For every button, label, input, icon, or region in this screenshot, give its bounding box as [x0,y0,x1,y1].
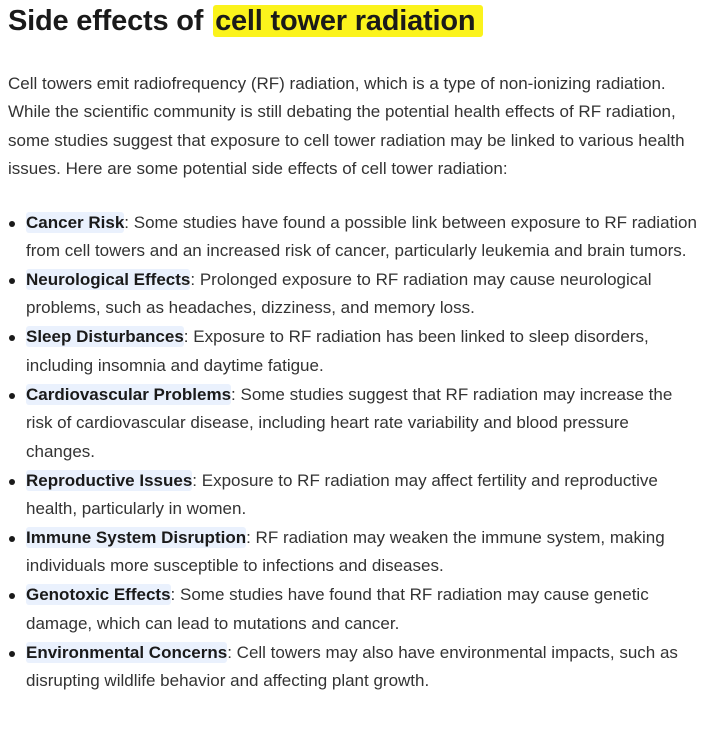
effect-description: : Cell towers may also have environmental impacts, such as disrupting wildlife behavior and affecting plant growth. [26,642,678,691]
title-highlight: cell tower radiation [213,5,483,37]
list-item [8,266,698,323]
list-item [8,323,698,380]
list-item [8,381,698,466]
bullet-icon [9,593,15,599]
title-prefix: Side effects of [8,5,212,37]
effect-term: Reproductive Issues [26,470,193,490]
effect-term: Cancer Risk [26,212,125,232]
effect-description: : Exposure to RF radiation has been linked to sleep disorders, including insomnia and daytime fatigue. [26,327,649,375]
page-title [8,0,698,40]
bullet-icon [9,536,15,542]
intro-paragraph: Cell towers emit radiofrequency (RF) radiation, which is a type of non-ionizing radiation. While the scientific community is still debating the potential health effects of RF radiation, some studies suggest that exposure to cell tower radiation may be linked to various health issues. Here are some potential side effects of cell tower radiation: [8,74,685,179]
effect-description: : Prolonged exposure to RF radiation may cause neurological problems, such as headaches, dizziness, and memory loss. [26,270,652,318]
effect-description: : Exposure to RF radiation may affect fertility and reproductive health, particularly in women. [26,470,658,519]
effect-description: : Some studies suggest that RF radiation may increase the risk of cardiovascular disease, including heart rate variability and blood pressure changes. [26,384,673,461]
effect-term: Cardiovascular Problems [26,384,232,404]
bullet-icon [9,479,15,485]
effect-term: Sleep Disturbances [26,327,184,347]
effect-description: : Some studies have found a possible link between exposure to RF radiation from cell towers and an increased risk of cancer, particularly leukemia and brain tumors. [26,212,697,261]
list-item [8,209,698,266]
list-item [8,639,698,696]
bullet-icon [9,393,15,399]
bullet-icon [9,335,15,341]
list-item [8,467,698,524]
list-item [8,581,698,638]
effect-description: : Some studies have found that RF radiation may cause genetic damage, which can lead to mutations and cancer. [26,585,649,633]
bullet-icon [9,221,15,227]
effect-term: Immune System Disruption [26,528,247,548]
bullet-icon [9,651,15,657]
list-item [8,524,698,581]
effect-description: : RF radiation may weaken the immune system, making individuals more susceptible to infections and diseases. [26,528,665,576]
side-effects-list [8,209,698,696]
effect-term: Environmental Concerns [26,642,228,662]
bullet-icon [9,278,15,284]
effect-term: Neurological Effects [26,270,191,290]
effect-term: Genotoxic Effects [26,585,171,605]
